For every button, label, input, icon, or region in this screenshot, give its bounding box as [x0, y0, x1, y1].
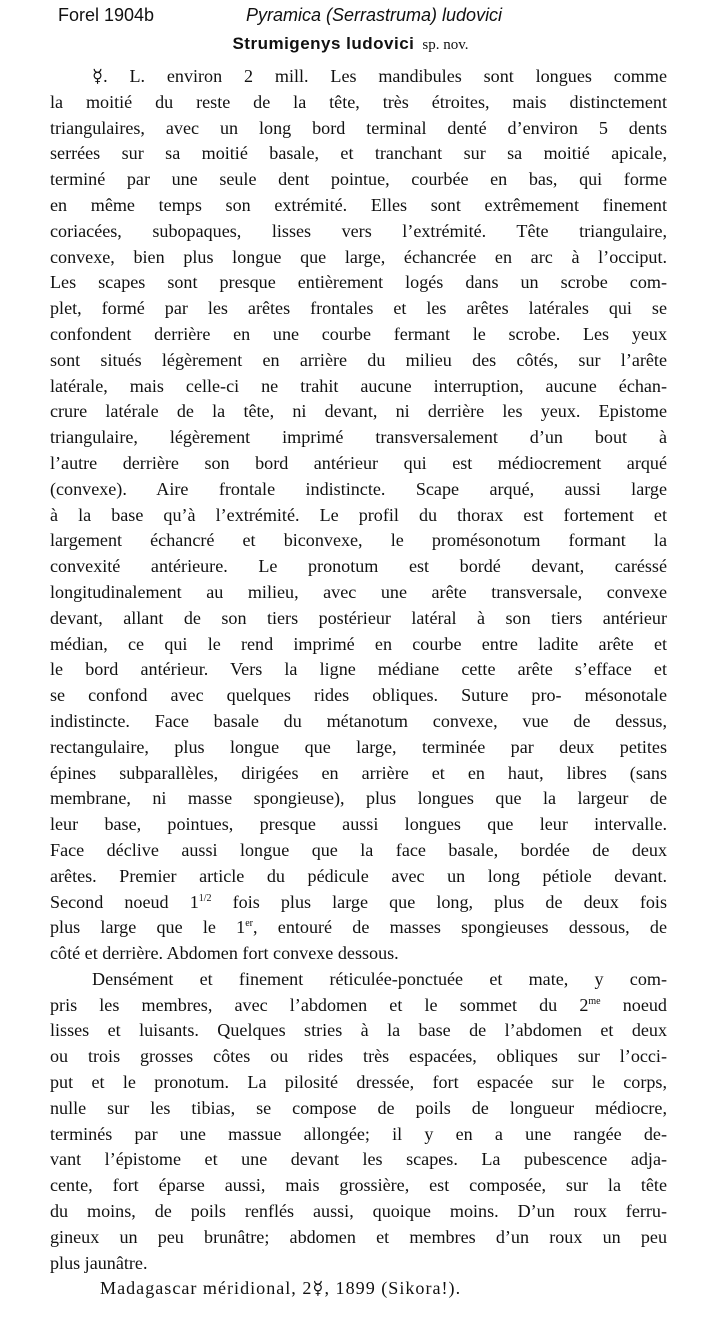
text-line: devant, allant de son tiers postérieur latéral à son tiers antérieur: [50, 607, 667, 628]
text-line-composite: [50, 890, 667, 916]
description-text: [50, 64, 667, 1302]
text-segment: plus large que le 1: [50, 917, 246, 938]
text-line: sont situés légèrement en arrière du milieu des côtés, sur l’arête: [50, 349, 667, 370]
text-segment: fois plus large que long, plus de deux fois: [211, 891, 668, 912]
text-segment: , entouré de masses spongieuses dessous, de: [253, 917, 667, 938]
text-line: largement échancré et biconvexe, le promésonotum formant la: [50, 530, 667, 551]
text-line: (convexe). Aire frontale indistincte. Scape arqué, aussi large: [50, 478, 667, 499]
text-line: nulle sur les tibias, se compose de poils de longueur médiocre,: [50, 1097, 667, 1118]
text-line: membrane, ni masse spongieuse), plus longues que la largeur de: [50, 788, 667, 809]
text-line: ou trois grosses côtes ou rides très espacées, obliques sur l’occi-: [50, 1046, 667, 1067]
text-line: en même temps son extrémité. Elles sont extrêmement finement: [50, 194, 667, 215]
text-line: la moitié du reste de la tête, très étroites, mais distinctement: [50, 91, 667, 112]
citation-label: Forel 1904b: [58, 5, 155, 25]
text-line: l’autre derrière son bord antérieur qui est médiocrement arqué: [50, 452, 667, 473]
species-status: sp. nov.: [422, 37, 469, 53]
text-line: convexité antérieure. Le pronotum est bordé devant, caréssé: [50, 556, 667, 577]
text-line: convexe, bien plus longue que large, échancrée en arc à l’occiput.: [50, 246, 667, 267]
text-line: arêtes. Premier article du pédicule avec un long pétiole devant.: [50, 865, 667, 886]
text-line: longitudinalement au milieu, avec une arête transversale, convexe: [50, 581, 667, 602]
text-line: leur base, pointues, presque aussi longues que leur intervalle.: [50, 814, 667, 835]
text-line: à la base qu’à l’extrémité. Le profil du thorax est fortement et: [50, 504, 667, 525]
text-line: épines subparallèles, dirigées en arrière et en haut, libres (sans: [50, 762, 667, 783]
ordinal-superscript: me: [588, 995, 601, 1007]
text-line: triangulaire, légèrement imprimé transversalement d’un bout à: [50, 427, 667, 448]
text-line: lisses et luisants. Quelques stries à la base de l’abdomen et deux: [50, 1020, 667, 1041]
text-line-composite: [50, 993, 667, 1019]
species-name: Strumigenys ludovici: [232, 34, 415, 53]
text-line-composite: [50, 915, 667, 941]
text-line: ☿. L. environ 2 mill. Les mandibules sont longues comme: [92, 66, 667, 86]
text-line: latérale, mais celle-ci ne trahit aucune interruption, aucune échan-: [50, 375, 667, 396]
text-line: du moins, de poils renflés aussi, quoique moins. D’un roux ferru-: [50, 1201, 667, 1222]
text-line: le bord antérieur. Vers la ligne médiane cette arête s’efface et: [50, 659, 667, 680]
text-line: confondent derrière en une courbe fermant le scrobe. Les yeux: [50, 323, 667, 344]
text-line: serrées sur sa moitié basale, et tranchant sur sa moitié apicale,: [50, 143, 667, 164]
text-line: se confond avec quelques rides obliques. Suture pro- mésonotale: [50, 685, 667, 706]
text-line: vant l’épistome et une devant les scapes. La pubescence adja-: [50, 1149, 667, 1170]
text-segment: Second noeud 1: [50, 891, 199, 912]
text-line: coriacées, subopaques, lisses vers l’extrémité. Tête triangulaire,: [50, 220, 667, 241]
ordinal-superscript: er: [245, 918, 254, 930]
page-header: [0, 5, 701, 29]
text-line: côté et derrière. Abdomen fort convexe dessous.: [50, 943, 399, 964]
text-line: cente, fort éparse aussi, mais grossière, est composée, sur la tête: [50, 1175, 667, 1196]
text-segment: pris les membres, avec l’abdomen et le sommet du 2: [50, 994, 589, 1015]
text-line: plus jaunâtre.: [50, 1252, 148, 1273]
text-line: rectangulaire, plus longue que large, terminée par deux petites: [50, 736, 667, 757]
text-line: indistincte. Face basale du métanotum convexe, vue de dessus,: [50, 710, 667, 731]
text-line: plet, formé par les arêtes frontales et les arêtes latérales qui se: [50, 298, 667, 319]
text-line: terminés par une massue allongée; il y en a une rangée de-: [50, 1123, 667, 1144]
text-line: Densément et finement réticulée-ponctuée et mate, y com-: [92, 968, 667, 989]
text-line: Les scapes sont presque entièrement logés dans un scrobe com-: [50, 272, 667, 293]
text-line: crure latérale de la tête, ni devant, ni derrière les yeux. Epistome: [50, 401, 667, 422]
text-segment: noeud: [600, 994, 667, 1015]
taxon-name: Pyramica (Serrastruma) ludovici: [246, 5, 503, 25]
text-line: terminé par une seule dent pointue, courbée en bas, qui forme: [50, 169, 667, 190]
text-line: put et le pronotum. La pilosité dressée, fort espacée sur le corps,: [50, 1072, 667, 1093]
text-line: médian, ce qui le rend imprimé en courbe entre ladite arête et: [50, 633, 667, 654]
text-line: triangulaires, avec un long bord terminal denté d’environ 5 dents: [50, 117, 667, 138]
locality-line: Madagascar méridional, 2☿, 1899 (Sikora!).: [100, 1278, 462, 1299]
fraction-superscript: 1/2: [198, 892, 212, 904]
text-line: Face déclive aussi longue que la face basale, bordée de deux: [50, 839, 667, 860]
species-title: [0, 34, 701, 54]
text-line: gineux un peu brunâtre; abdomen et membres d’un roux un peu: [50, 1226, 667, 1247]
